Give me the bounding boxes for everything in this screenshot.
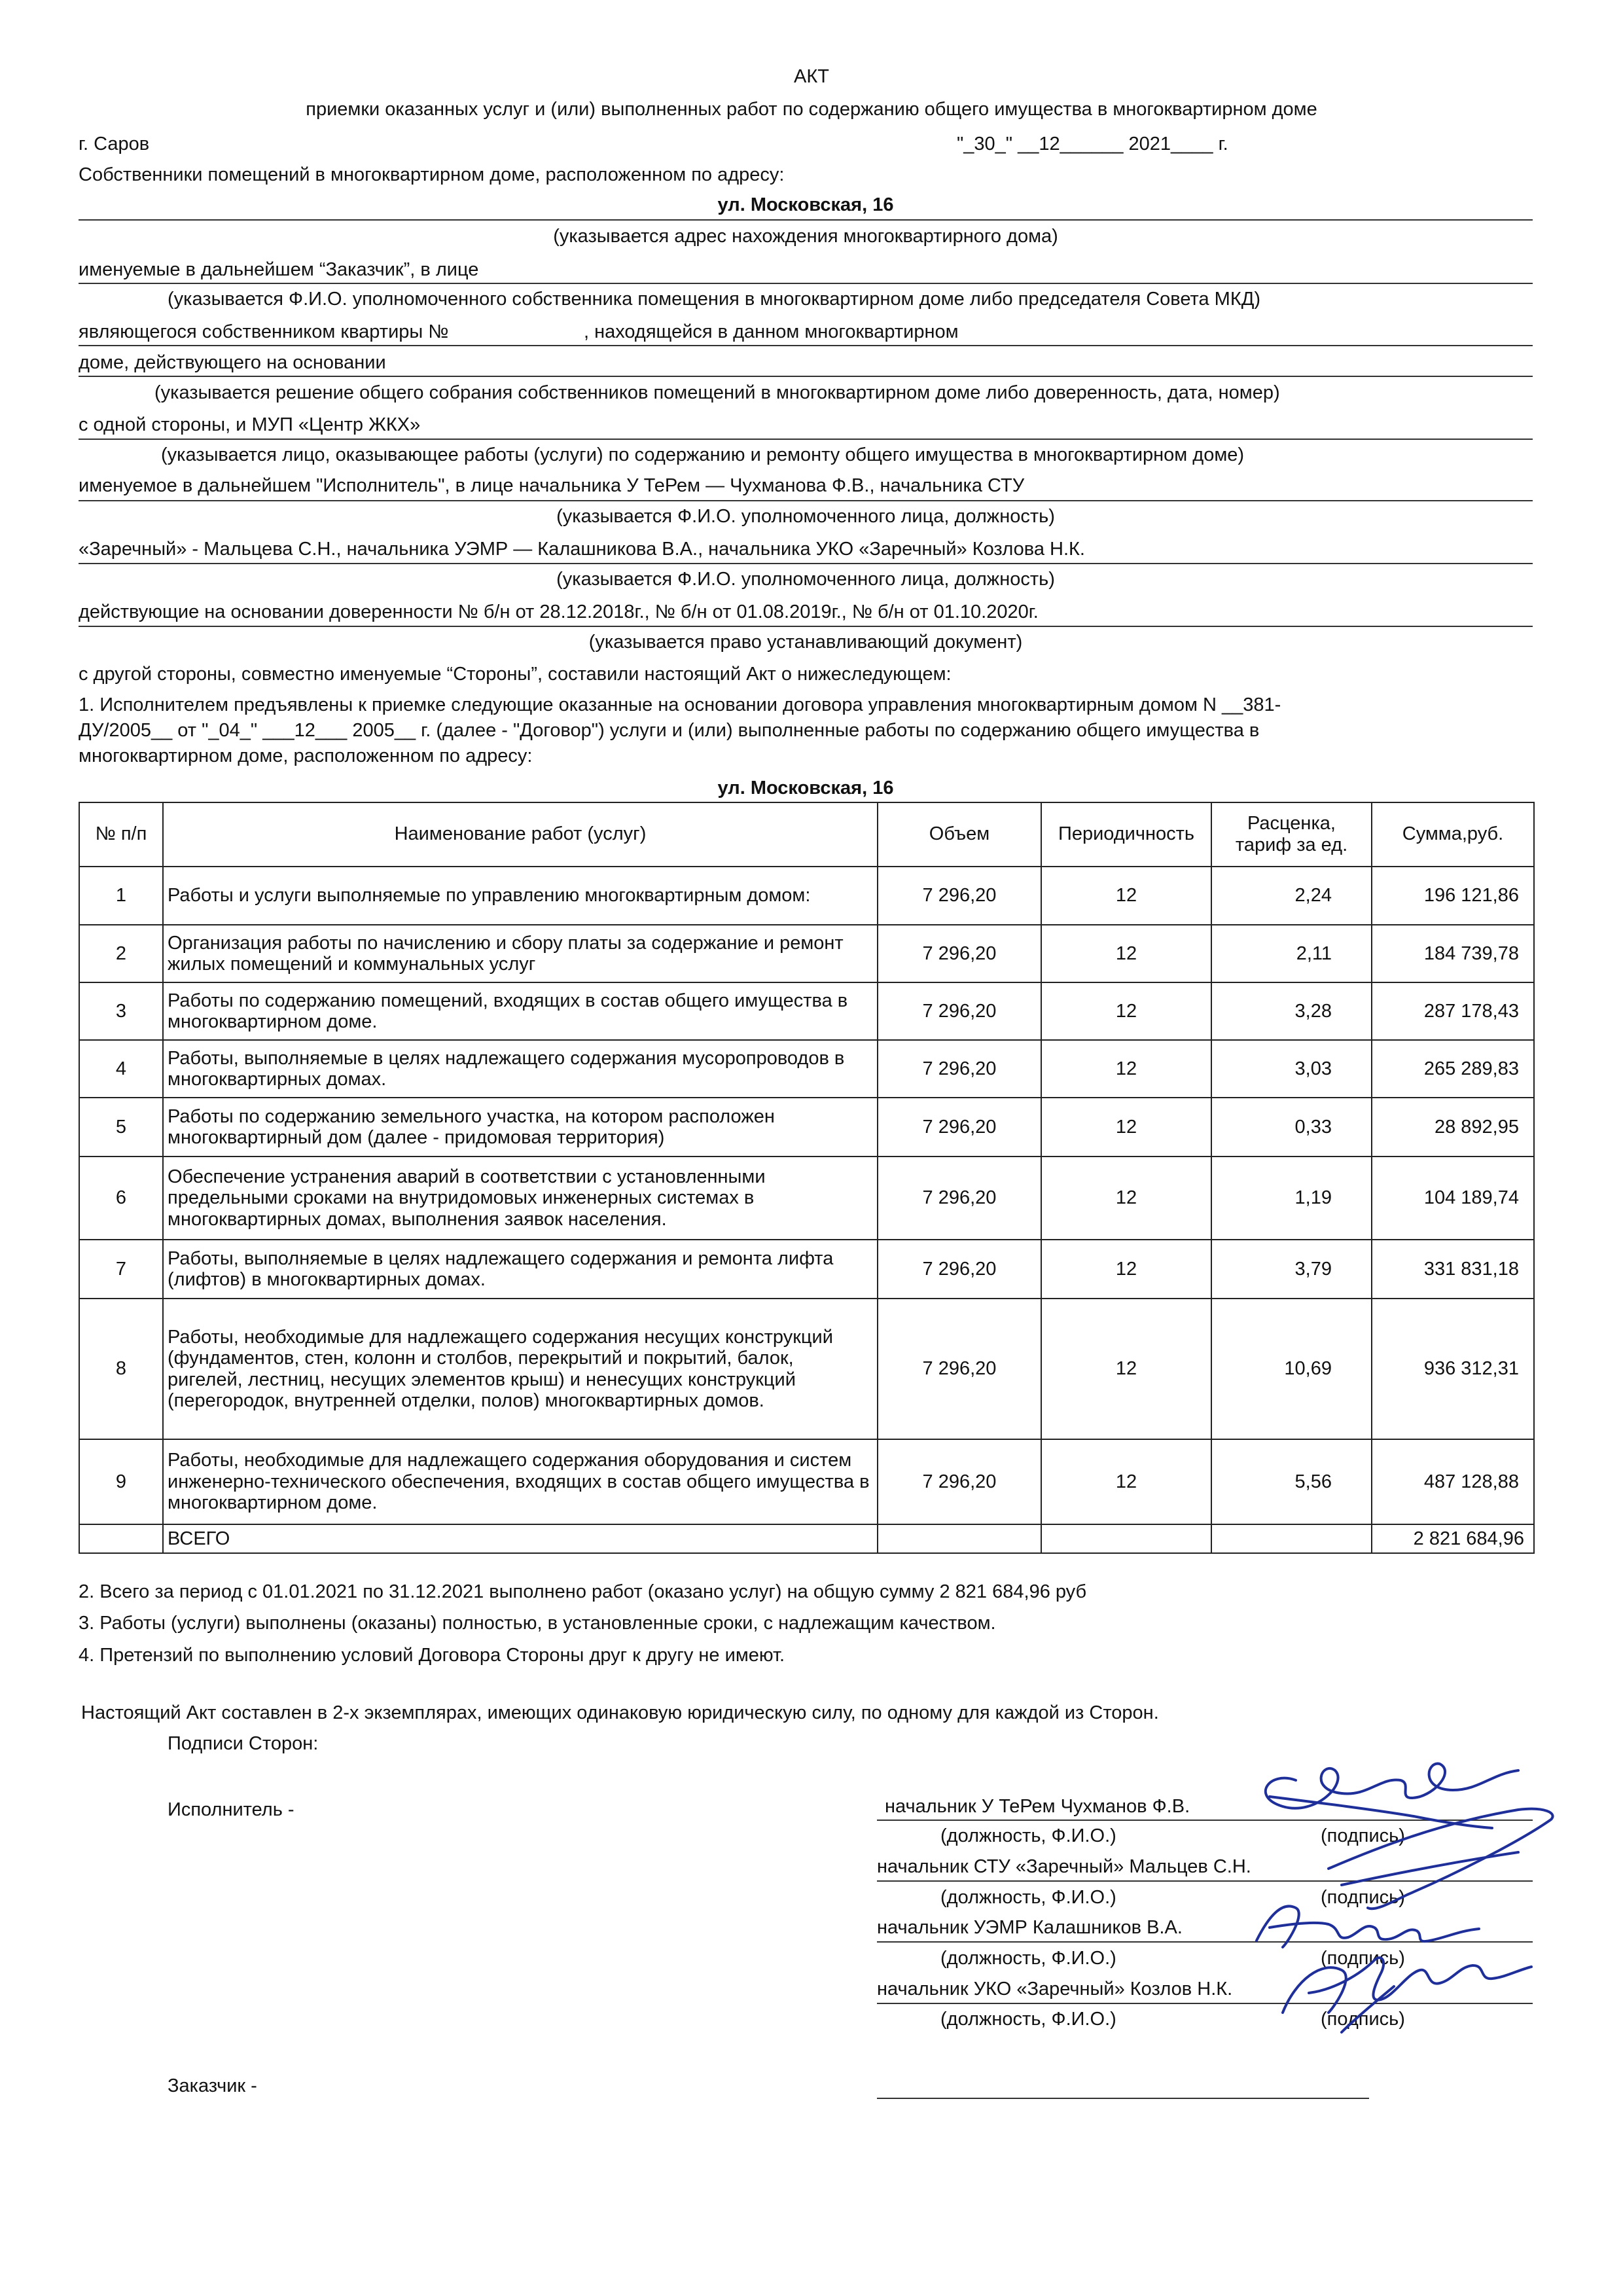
basis-line: доме, действующего на основании — [79, 352, 386, 373]
power-hint: (указывается право устанавливающий документ) — [588, 632, 1023, 653]
table-row — [79, 925, 1534, 982]
table-row — [79, 1439, 1534, 1524]
cell-volume: 7 296,20 — [878, 1040, 1041, 1098]
cell-name: Работы, необходимые для надлежащего содержания оборудования и систем инженерно-технического обеспечения, входящих в состав общего имущества в многоквартирном доме. — [163, 1439, 878, 1524]
cell-period: 12 — [1041, 867, 1211, 925]
customer-hint: (указывается Ф.И.О. уполномоченного собственника помещения в многоквартирном доме либо председателя Совета МКД) — [168, 289, 1261, 310]
rule — [79, 626, 1533, 627]
col-header-period: Периодичность — [1041, 802, 1211, 867]
item4: 4. Претензий по выполнению условий Договора Стороны друг к другу не имеют. — [79, 1645, 785, 1666]
address: ул. Московская, 16 — [717, 194, 894, 215]
rate-header-line1: Расценка, — [1247, 812, 1336, 834]
doc-subtitle: приемки оказанных услуг и (или) выполненных работ по содержанию общего имущества в многоквартирном доме — [306, 99, 1317, 120]
sign-hint: (подпись) — [1321, 1825, 1405, 1846]
signer-1: начальник У ТеРем Чухманов Ф.В. — [885, 1796, 1190, 1817]
cell-sum: 936 312,31 — [1372, 1299, 1534, 1439]
item1-line1: 1. Исполнителем предъявлены к приемке следующие оказанные на основании договора управления многоквартирным домом N __381- — [79, 694, 1281, 715]
position-hint: (должность, Ф.И.О.) — [940, 2009, 1116, 2030]
contractor-line: именуемое в дальнейшем "Исполнитель", в лице начальника У ТеРем — Чухманова Ф.В., начальника СТУ — [79, 475, 1025, 496]
cell-num: 8 — [79, 1299, 163, 1439]
item1-line3: многоквартирном доме, расположенном по адресу: — [79, 745, 533, 766]
cell-volume: 7 296,20 — [878, 1240, 1041, 1299]
cell-num: 1 — [79, 867, 163, 925]
table-row — [79, 982, 1534, 1040]
cell-name: Работы и услуги выполняемые по управлению многоквартирным домом: — [163, 867, 878, 925]
basis-hint: (указывается решение общего собрания собственников помещений в многоквартирном доме либо доверенность, дата, номер) — [154, 382, 1280, 403]
cell-num: 9 — [79, 1439, 163, 1524]
cell-volume: 7 296,20 — [878, 982, 1041, 1040]
signatures-title: Подписи Сторон: — [168, 1733, 319, 1754]
doc-date: "_30_" __12______ 2021____ г. — [957, 134, 1228, 154]
customer-line: именуемые в дальнейшем “Заказчик”, в лице — [79, 259, 479, 280]
table-row — [79, 1299, 1534, 1439]
table-row — [79, 1240, 1534, 1299]
doc-title: АКТ — [794, 66, 829, 87]
cell-volume: 7 296,20 — [878, 925, 1041, 982]
cell-num: 6 — [79, 1157, 163, 1240]
person-hint: (указывается Ф.И.О. уполномоченного лица, должность) — [556, 569, 1055, 590]
cell-period: 12 — [1041, 1439, 1211, 1524]
sign-hint: (подпись) — [1321, 1887, 1405, 1908]
persons-line: «Заречный» - Мальцева С.Н., начальника УЭМР — Калашникова В.А., начальника УКО «Заречный» Козлова Н.К. — [79, 539, 1085, 560]
cell-empty — [79, 1524, 163, 1553]
cell-name: Работы по содержанию земельного участка, на котором расположен многоквартирный дом (далее - придомовая территория) — [163, 1098, 878, 1157]
table-header-row — [79, 802, 1534, 867]
address-2: ул. Московская, 16 — [717, 778, 894, 798]
table-row — [79, 1157, 1534, 1240]
contractor-hint: (указывается лицо, оказывающее работы (услуги) по содержанию и ремонту общего имущества в многоквартирном доме) — [161, 444, 1245, 465]
executor-label: Исполнитель - — [168, 1799, 294, 1820]
cell-period: 12 — [1041, 1157, 1211, 1240]
handwritten-signatures — [1243, 1744, 1584, 2045]
cell-rate: 2,24 — [1211, 867, 1372, 925]
col-header-rate — [1211, 802, 1372, 867]
cell-num: 7 — [79, 1240, 163, 1299]
cell-rate: 1,19 — [1211, 1157, 1372, 1240]
item2: 2. Всего за период с 01.01.2021 по 31.12.2021 выполнено работ (оказано услуг) на общую сумму 2 821 684,96 руб — [79, 1581, 1087, 1602]
cell-sum: 331 831,18 — [1372, 1240, 1534, 1299]
cell-name: Работы по содержанию помещений, входящих в состав общего имущества в многоквартирном доме. — [163, 982, 878, 1040]
cell-rate: 3,28 — [1211, 982, 1372, 1040]
sign-hint: (подпись) — [1321, 2009, 1405, 2030]
address-hint: (указывается адрес нахождения многоквартирного дома) — [553, 226, 1058, 247]
item1-line2: ДУ/2005__ от "_04_" ___12___ 2005__ г. (далее - "Договор") услуги и (или) выполненные работы по содержанию общего имущества в — [79, 720, 1260, 741]
rule — [79, 283, 1533, 284]
cell-sum: 287 178,43 — [1372, 982, 1534, 1040]
cell-empty — [1211, 1524, 1372, 1553]
cell-sum: 487 128,88 — [1372, 1439, 1534, 1524]
copies-statement: Настоящий Акт составлен в 2-х экземплярах, имеющих одинаковую юридическую силу, по одному для каждой из Сторон. — [81, 1702, 1159, 1723]
cell-rate: 3,03 — [1211, 1040, 1372, 1098]
one-side-line: с одной стороны, и МУП «Центр ЖКХ» — [79, 414, 421, 435]
owners-line: Собственники помещений в многоквартирном доме, расположенном по адресу: — [79, 164, 785, 185]
signer-3: начальник УЭМР Калашников В.А. — [877, 1917, 1183, 1938]
apartment-line-a: являющегося собственником квартиры № — [79, 321, 449, 342]
signer-4: начальник УКО «Заречный» Козлов Н.К. — [877, 1979, 1233, 2000]
cell-name: Работы, выполняемые в целях надлежащего содержания и ремонта лифта (лифтов) в многоквартирных домах. — [163, 1240, 878, 1299]
power-of-attorney-line: действующие на основании доверенности № б/н от 28.12.2018г., № б/н от 01.08.2019г., № б/н от 01.10.2020г. — [79, 601, 1039, 622]
position-hint: (должность, Ф.И.О.) — [940, 1948, 1116, 1969]
table-row — [79, 867, 1534, 925]
sign-hint: (подпись) — [1321, 1948, 1405, 1969]
cell-empty — [878, 1524, 1041, 1553]
position-hint: (должность, Ф.И.О.) — [940, 1887, 1116, 1908]
cell-empty — [1041, 1524, 1211, 1553]
total-sum: 2 821 684,96 — [1372, 1524, 1534, 1553]
table-row — [79, 1040, 1534, 1098]
city: г. Саров — [79, 134, 150, 154]
table-row — [79, 1098, 1534, 1157]
rate-header-line2: тариф за ед. — [1235, 834, 1348, 855]
cell-sum: 196 121,86 — [1372, 867, 1534, 925]
col-header-name: Наименование работ (услуг) — [163, 802, 878, 867]
cell-volume: 7 296,20 — [878, 1157, 1041, 1240]
cell-period: 12 — [1041, 1040, 1211, 1098]
cell-rate: 2,11 — [1211, 925, 1372, 982]
customer-signature-rule — [877, 2098, 1369, 2099]
rule — [79, 439, 1533, 440]
cell-period: 12 — [1041, 1299, 1211, 1439]
cell-num: 5 — [79, 1098, 163, 1157]
cell-num: 4 — [79, 1040, 163, 1098]
position-hint: (должность, Ф.И.О.) — [940, 1825, 1116, 1846]
item3: 3. Работы (услуги) выполнены (оказаны) полностью, в установленные сроки, с надлежащим качеством. — [79, 1613, 996, 1634]
rule — [79, 376, 1533, 377]
cell-period: 12 — [1041, 982, 1211, 1040]
rule — [79, 563, 1533, 564]
cell-name: Работы, необходимые для надлежащего содержания несущих конструкций (фундаментов, стен, колонн и столбов, перекрытий и покрытий, балок, ригелей, лестниц, несущих элементов крыш) и ненесущих конструкций (перегородок, внутренней отделки, полов) многоквартирных домов. — [163, 1299, 878, 1439]
cell-sum: 184 739,78 — [1372, 925, 1534, 982]
rule — [79, 219, 1533, 221]
cell-rate: 5,56 — [1211, 1439, 1372, 1524]
person-hint: (указывается Ф.И.О. уполномоченного лица, должность) — [556, 506, 1055, 527]
signer-2: начальник СТУ «Заречный» Мальцев С.Н. — [877, 1856, 1251, 1877]
rule — [79, 500, 1533, 501]
cell-sum: 28 892,95 — [1372, 1098, 1534, 1157]
cell-name: Работы, выполняемые в целях надлежащего содержания мусоропроводов в многоквартирных домах. — [163, 1040, 878, 1098]
cell-volume: 7 296,20 — [878, 1098, 1041, 1157]
apartment-line-b: , находящейся в данном многоквартирном — [584, 321, 959, 342]
table-total-row — [79, 1524, 1534, 1553]
cell-rate: 10,69 — [1211, 1299, 1372, 1439]
cell-period: 12 — [1041, 1098, 1211, 1157]
customer-label: Заказчик - — [168, 2075, 257, 2096]
cell-sum: 104 189,74 — [1372, 1157, 1534, 1240]
total-label: ВСЕГО — [163, 1524, 878, 1553]
works-table — [79, 802, 1535, 1554]
rule — [79, 345, 1533, 346]
col-header-sum: Сумма,руб. — [1372, 802, 1534, 867]
cell-volume: 7 296,20 — [878, 1299, 1041, 1439]
cell-volume: 7 296,20 — [878, 867, 1041, 925]
cell-name: Обеспечение устранения аварий в соответствии с установленными предельными сроками на внутридомовых инженерных системах в многоквартирных домах, выполнения заявок населения. — [163, 1157, 878, 1240]
cell-volume: 7 296,20 — [878, 1439, 1041, 1524]
other-side-line: с другой стороны, совместно именуемые “Стороны”, составили настоящий Акт о нижеследующем: — [79, 664, 952, 685]
cell-name: Организация работы по начислению и сбору платы за содержание и ремонт жилых помещений и коммунальных услуг — [163, 925, 878, 982]
cell-sum: 265 289,83 — [1372, 1040, 1534, 1098]
cell-rate: 0,33 — [1211, 1098, 1372, 1157]
col-header-volume: Объем — [878, 802, 1041, 867]
col-header-num: № п/п — [79, 802, 163, 867]
cell-period: 12 — [1041, 1240, 1211, 1299]
cell-period: 12 — [1041, 925, 1211, 982]
cell-num: 3 — [79, 982, 163, 1040]
cell-num: 2 — [79, 925, 163, 982]
cell-rate: 3,79 — [1211, 1240, 1372, 1299]
